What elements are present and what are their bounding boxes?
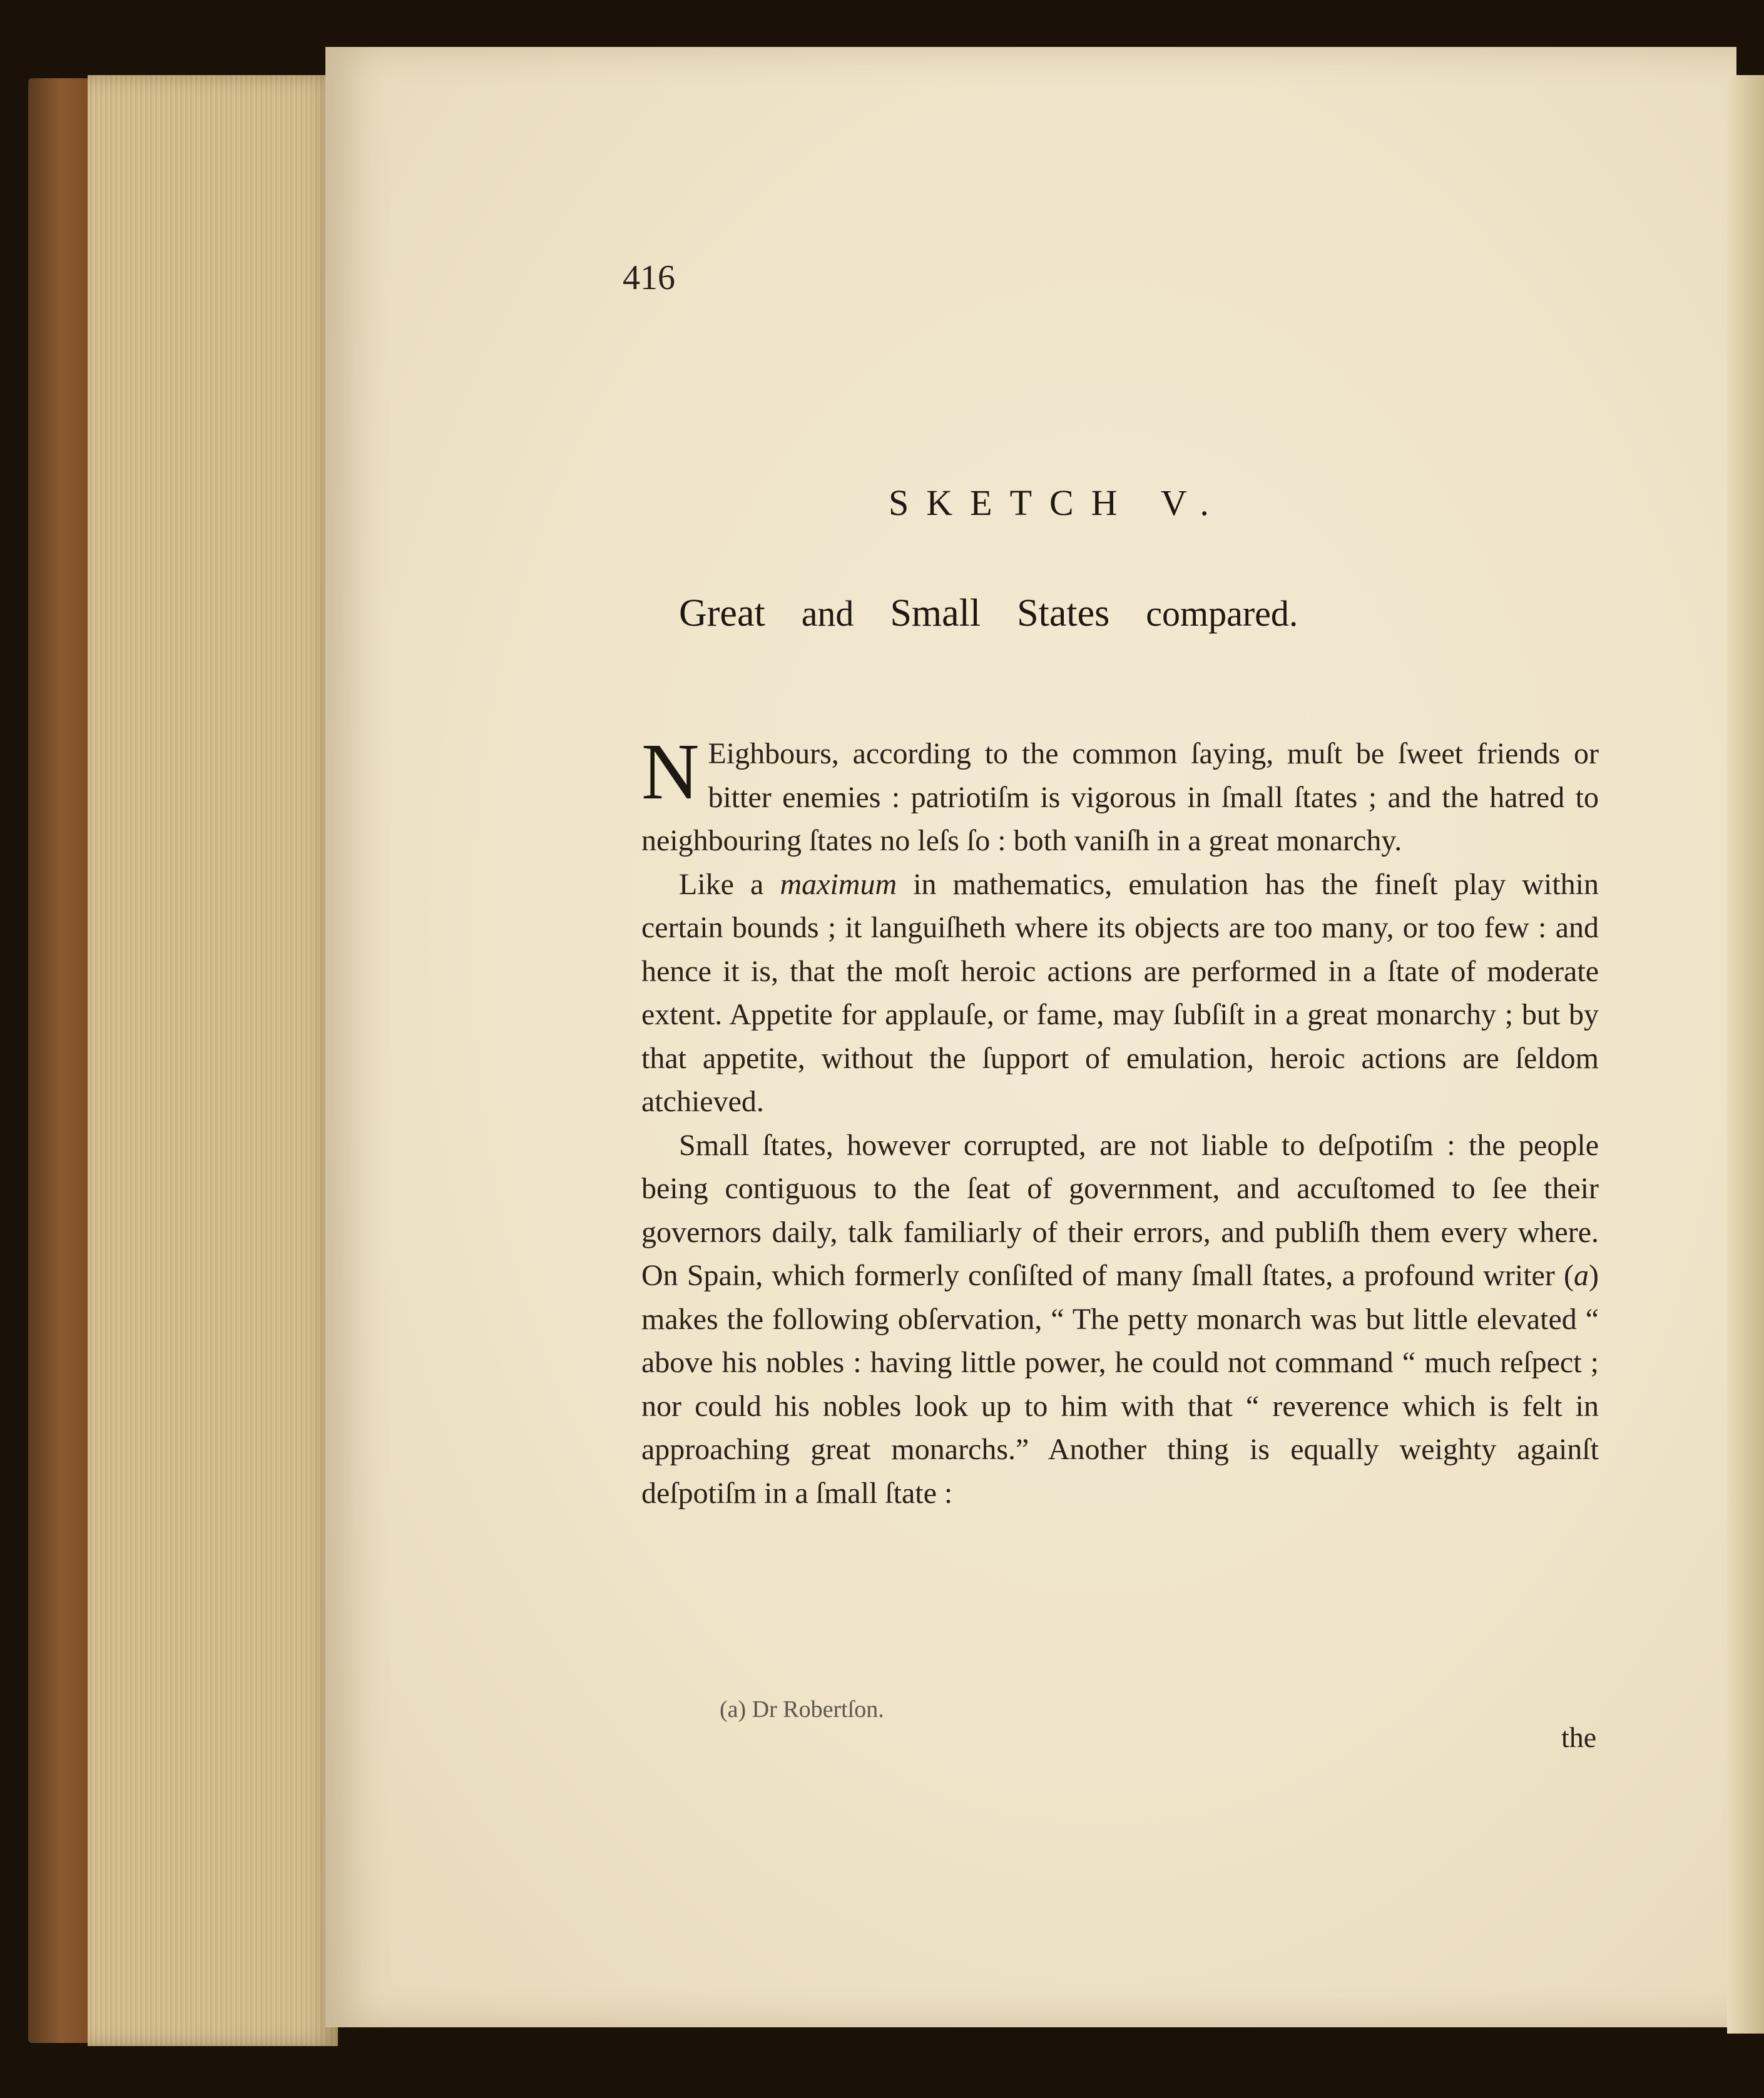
footnote-text: Dr Robertſon. [752, 1696, 884, 1723]
body-text [641, 727, 1599, 1515]
paragraph-2-rest: in mathematics, emulation has the fineſt play within certain bounds ; it languiſheth where its objects are too many, or too few : and hence it is, that the moſt heroic actions are performed in a ſtate of moderate extent. Appetite for applauſe, or fame, may ſubſiſt in a great monarchy ; but by that appetite, without the ſupport of emulation, heroic actions are ſeldom atchieved. [641, 867, 1599, 1118]
page-edges [88, 75, 338, 2046]
chapter-title: SKETCH V. [889, 482, 1226, 523]
paragraph-3-rest: ) makes the following obſervation, “ The petty monarch was but little elevated “ above his nobles : having little power, he could not command “ much reſpect ; nor could his nobles look up to him with that “ reverence which is felt in approaching great monarchs.” Another thing is equally weighty againſt deſpotiſm in a ſmall ſtate : [641, 1259, 1599, 1510]
catchword: the [1561, 1721, 1597, 1753]
subtitle-and: and [801, 593, 854, 634]
paragraph-2 [641, 863, 1599, 1124]
subtitle-small: Small [890, 592, 981, 634]
footnote-reference: a [1574, 1259, 1589, 1292]
paragraph-3 [641, 1124, 1599, 1515]
paragraph-1 [641, 727, 1599, 863]
right-page-edge [1727, 75, 1764, 2034]
footnote-marker: (a) [720, 1696, 747, 1723]
paragraph-3-start: Small ſtates, however corrupted, are not liable to deſpotiſm : the people being contiguous to the ſeat of government, and accuſtomed to ſee their governors daily, talk familiarly of their errors, and publiſh them every where. On Spain, which formerly conſiſted of many ſmall ſtates, a profound writer ( [641, 1128, 1599, 1292]
italic-maximum: maximum [780, 867, 897, 901]
subtitle-states: States [1017, 592, 1110, 634]
page-number: 416 [623, 258, 675, 297]
subtitle-compared: compared. [1146, 593, 1298, 634]
subtitle-great: Great [679, 592, 765, 634]
paragraph-2-start: Like a [679, 867, 780, 901]
footnote [720, 1696, 884, 1723]
drop-cap: N [641, 727, 700, 816]
paragraph-1-text: Eighbours, according to the common ſaying, muſt be ſweet friends or bitter enemies : patriotiſm is vigorous in ſmall ſtates ; and the hatred to neighbouring ſtates no leſs ſo : both vaniſh in a great monarchy. [641, 737, 1599, 857]
chapter-subtitle [679, 591, 1542, 636]
